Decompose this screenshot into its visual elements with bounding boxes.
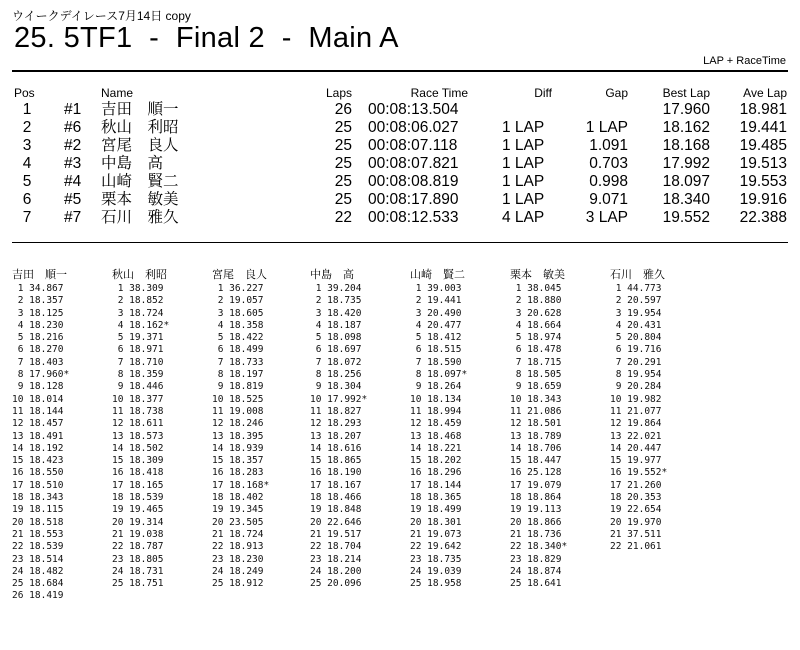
result-driver-name: 中島 高 [101, 155, 164, 172]
lap-time-entry: 24 19.039 [410, 565, 462, 577]
lap-time-entry: 16 18.283 [212, 467, 264, 479]
lap-time-entry: 17 21.260 [610, 479, 662, 491]
result-diff: 4 LAP [502, 209, 545, 226]
lap-time-entry: 7 20.291 [610, 356, 662, 368]
lap-time-entry: 3 18.420 [310, 307, 362, 319]
result-race-time: 00:08:12.533 [368, 209, 459, 226]
lap-time-entry: 5 18.412 [410, 332, 462, 344]
lap-time-entry: 23 18.230 [212, 553, 264, 565]
header-name: Name [101, 86, 134, 100]
result-pos: 2 [22, 119, 32, 136]
lap-time-entry: 2 20.597 [610, 295, 662, 307]
result-pos: 1 [22, 101, 32, 118]
lap-time-entry: 12 18.501 [510, 418, 562, 430]
result-pos: 7 [22, 209, 32, 226]
lap-column-driver: 秋山 利昭 [112, 269, 167, 281]
lap-time-entry: 6 18.499 [212, 344, 264, 356]
lap-time-entry: 7 18.715 [510, 356, 562, 368]
table-row [0, 173, 800, 191]
result-gap: 9.071 [589, 191, 628, 208]
lap-time-entry: 20 19.314 [112, 516, 164, 528]
lap-time-entry: 21 18.736 [510, 528, 562, 540]
lap-column-driver: 宮尾 良人 [212, 269, 267, 281]
lap-time-entry: 15 18.309 [112, 455, 164, 467]
lap-time-entry: 9 18.819 [212, 381, 264, 393]
result-race-time: 00:08:13.504 [368, 101, 459, 118]
lap-time-entry: 3 19.954 [610, 307, 662, 319]
lap-column-driver: 山崎 賢二 [410, 269, 465, 281]
lap-time-entry: 10 18.014 [12, 393, 64, 405]
lap-time-entry: 23 18.514 [12, 553, 64, 565]
lap-time-entry: 3 18.605 [212, 307, 264, 319]
lap-time-entry: 8 18.505 [510, 369, 562, 381]
lap-time-entry: 24 18.200 [310, 565, 362, 577]
lap-time-entry: 18 18.864 [510, 492, 562, 504]
lap-time-entry: 9 18.264 [410, 381, 462, 393]
result-ave-lap: 18.981 [739, 101, 787, 118]
lap-time-entry: 15 18.423 [12, 455, 64, 467]
result-ave-lap: 19.553 [739, 173, 787, 190]
lap-time-entry: 6 18.971 [112, 344, 164, 356]
result-race-time: 00:08:07.118 [368, 137, 458, 154]
result-race-time: 00:08:07.821 [368, 155, 459, 172]
lap-column-driver: 石川 雅久 [610, 269, 665, 281]
lap-time-entry: 3 18.125 [12, 307, 64, 319]
result-gap: 0.998 [589, 173, 628, 190]
lap-time-entry: 21 37.511 [610, 528, 662, 540]
lap-time-entry: 12 18.246 [212, 418, 264, 430]
lap-racetime-note: LAP + RaceTime [703, 55, 786, 67]
result-diff: 1 LAP [502, 173, 545, 190]
result-car-number: #4 [64, 173, 82, 190]
lap-time-entry: 26 18.419 [12, 590, 64, 602]
lap-time-entry: 16 18.550 [12, 467, 64, 479]
lap-time-entry: 6 18.515 [410, 344, 462, 356]
lap-column-driver: 栗本 敏美 [510, 269, 565, 281]
lap-time-entry: 1 34.867 [12, 283, 64, 294]
result-laps: 25 [334, 119, 352, 136]
lap-time-entry: 4 18.187 [310, 319, 362, 331]
lap-time-entry: 16 18.296 [410, 467, 462, 479]
lap-time-entry: 20 22.646 [310, 516, 362, 528]
table-row [0, 101, 800, 119]
lap-time-entry: 16 18.190 [310, 467, 362, 479]
lap-time-entry: 7 18.590 [410, 356, 462, 368]
lap-time-entry: 4 20.477 [410, 319, 462, 331]
lap-time-entry: 10 18.343 [510, 393, 562, 405]
lap-column [510, 268, 606, 590]
lap-time-entry: 25 18.912 [212, 578, 264, 590]
lap-time-entry: 18 18.365 [410, 492, 462, 504]
lap-time-entry: 19 18.848 [310, 504, 362, 516]
lap-time-entry: 11 18.738 [112, 405, 164, 417]
lap-time-entry: 8 18.359 [112, 369, 164, 381]
results-body [0, 101, 800, 227]
result-car-number: #5 [64, 191, 82, 208]
result-best-lap: 18.097 [662, 173, 710, 190]
lap-time-entry: 14 18.221 [410, 442, 462, 454]
lap-time-entry: 18 18.466 [310, 492, 362, 504]
lap-time-entry: 12 18.293 [310, 418, 362, 430]
lap-time-entry: 21 18.553 [12, 528, 64, 540]
lap-time-entry: 6 18.478 [510, 344, 562, 356]
lap-time-entry: 22 21.061 [610, 541, 662, 553]
result-best-lap: 18.162 [662, 119, 710, 136]
lap-time-entry: 6 18.697 [310, 344, 362, 356]
lap-time-entry: 23 18.829 [510, 553, 562, 565]
result-car-number: #2 [64, 137, 82, 154]
lap-time-entry: 23 18.735 [410, 553, 462, 565]
lap-time-entry: 19 19.345 [212, 504, 264, 516]
lap-time-entry: 12 18.611 [112, 418, 164, 430]
result-best-lap: 18.340 [662, 191, 710, 208]
lap-time-entry: 24 18.874 [510, 565, 562, 577]
lap-time-entry: 2 19.057 [212, 295, 264, 307]
result-race-time: 00:08:06.027 [368, 119, 459, 136]
lap-time-entry: 1 39.204 [310, 283, 362, 294]
lap-time-entry: 22 18.787 [112, 541, 164, 553]
lap-time-entry: 11 18.994 [410, 405, 462, 417]
lap-time-entry: 21 19.038 [112, 528, 164, 540]
lap-time-entry: 16 19.552* [610, 467, 668, 479]
top-divider [12, 70, 788, 72]
table-row [0, 209, 800, 227]
lap-time-entry: 4 20.431 [610, 319, 662, 331]
lap-time-entry: 25 20.096 [310, 578, 362, 590]
lap-time-entry: 24 18.249 [212, 565, 264, 577]
lap-time-entry: 1 38.309 [112, 283, 164, 294]
lap-time-entry: 3 20.628 [510, 307, 562, 319]
lap-time-entry: 1 39.003 [410, 283, 462, 294]
result-pos: 4 [22, 155, 32, 172]
result-car-number: #1 [64, 101, 82, 118]
lap-time-entry: 8 18.197 [212, 369, 264, 381]
lap-time-entry: 20 19.970 [610, 516, 662, 528]
lap-time-entry: 17 19.079 [510, 479, 562, 491]
lap-time-entry: 3 20.490 [410, 307, 462, 319]
lap-time-entry: 23 18.805 [112, 553, 164, 565]
lap-time-entry: 22 18.340* [510, 541, 568, 553]
lap-time-entry: 22 18.704 [310, 541, 362, 553]
lap-time-entry: 19 22.654 [610, 504, 662, 516]
result-laps: 25 [334, 137, 352, 154]
lap-time-entry: 11 18.827 [310, 405, 362, 417]
result-car-number: #7 [64, 209, 82, 226]
result-ave-lap: 19.485 [739, 137, 787, 154]
lap-time-entry: 7 18.710 [112, 356, 164, 368]
result-gap: 1.091 [589, 137, 628, 154]
lap-column [410, 268, 506, 590]
lap-time-entry: 10 18.525 [212, 393, 264, 405]
lap-time-entry: 10 17.992* [310, 393, 368, 405]
result-ave-lap: 19.916 [739, 191, 787, 208]
results-table [0, 86, 800, 227]
lap-time-entry: 18 18.343 [12, 492, 64, 504]
lap-time-entry: 18 20.353 [610, 492, 662, 504]
header-diff: Diff [534, 86, 552, 100]
lap-column [212, 268, 308, 590]
lap-time-entry: 9 18.659 [510, 381, 562, 393]
lap-time-entry: 2 18.735 [310, 295, 362, 307]
lap-time-entry: 17 18.144 [410, 479, 462, 491]
result-gap: 3 LAP [585, 209, 628, 226]
page-subtitle: ウイークデイレース7月14日 copy [12, 9, 191, 23]
lap-time-entry: 19 18.115 [12, 504, 64, 516]
result-diff: 1 LAP [502, 137, 545, 154]
result-driver-name: 宮尾 良人 [101, 137, 179, 154]
result-laps: 22 [334, 209, 352, 226]
lap-time-entry: 17 18.168* [212, 479, 270, 491]
lap-time-entry: 6 19.716 [610, 344, 662, 356]
header-race-time: Race Time [410, 86, 468, 100]
lap-time-entry: 13 18.573 [112, 430, 164, 442]
lap-time-entry: 7 18.733 [212, 356, 264, 368]
result-best-lap: 18.168 [662, 137, 710, 154]
lap-time-entry: 16 18.418 [112, 467, 164, 479]
result-driver-name: 吉田 順一 [101, 101, 179, 118]
lap-time-entry: 24 18.731 [112, 565, 164, 577]
header-ave-lap: Ave Lap [743, 86, 787, 100]
header-laps: Laps [325, 86, 352, 100]
lap-column [310, 268, 406, 590]
lap-time-entry: 3 18.724 [112, 307, 164, 319]
lap-time-entry: 2 18.852 [112, 295, 164, 307]
lap-time-entry: 12 18.457 [12, 418, 64, 430]
lap-time-entry: 18 18.402 [212, 492, 264, 504]
lap-time-entry: 8 17.960* [12, 369, 70, 381]
lap-time-entry: 17 18.510 [12, 479, 64, 491]
lap-time-entry: 14 18.616 [310, 442, 362, 454]
lap-time-entry: 14 18.502 [112, 442, 164, 454]
section-divider [12, 242, 788, 243]
lap-time-entry: 5 20.804 [610, 332, 662, 344]
lap-time-entry: 25 18.684 [12, 578, 64, 590]
lap-time-entry: 13 18.789 [510, 430, 562, 442]
result-race-time: 00:08:08.819 [368, 173, 459, 190]
lap-column [12, 268, 108, 603]
lap-time-entry: 20 18.866 [510, 516, 562, 528]
lap-time-entry: 8 18.097* [410, 369, 468, 381]
lap-time-entry: 9 18.304 [310, 381, 362, 393]
result-gap: 0.703 [589, 155, 628, 172]
results-header [0, 86, 800, 101]
lap-time-entry: 23 18.214 [310, 553, 362, 565]
result-laps: 25 [334, 155, 352, 172]
lap-time-entry: 7 18.403 [12, 356, 64, 368]
lap-time-entry: 21 19.517 [310, 528, 362, 540]
lap-time-entry: 13 18.395 [212, 430, 264, 442]
result-pos: 3 [22, 137, 32, 154]
lap-time-entry: 4 18.230 [12, 319, 64, 331]
lap-time-entry: 15 18.357 [212, 455, 264, 467]
lap-time-entry: 11 21.086 [510, 405, 562, 417]
lap-time-entry: 22 18.539 [12, 541, 64, 553]
lap-time-entry: 2 18.880 [510, 295, 562, 307]
lap-time-entry: 8 19.954 [610, 369, 662, 381]
header-gap: Gap [605, 86, 628, 100]
lap-time-entry: 4 18.358 [212, 319, 264, 331]
lap-time-entry: 19 19.113 [510, 504, 562, 516]
lap-time-entry: 13 18.468 [410, 430, 462, 442]
lap-time-entry: 19 19.465 [112, 504, 164, 516]
table-row [0, 155, 800, 173]
lap-time-entry: 5 18.098 [310, 332, 362, 344]
lap-time-entry: 2 18.357 [12, 295, 64, 307]
lap-time-entry: 2 19.441 [410, 295, 462, 307]
lap-time-entry: 21 19.073 [410, 528, 462, 540]
lap-time-entry: 11 21.077 [610, 405, 662, 417]
result-driver-name: 石川 雅久 [101, 209, 179, 226]
lap-time-entry: 18 18.539 [112, 492, 164, 504]
lap-time-entry: 9 18.128 [12, 381, 64, 393]
lap-time-entry: 4 18.664 [510, 319, 562, 331]
result-laps: 25 [334, 173, 352, 190]
lap-time-entry: 22 19.642 [410, 541, 462, 553]
lap-column-driver: 中島 高 [310, 269, 354, 281]
table-row [0, 137, 800, 155]
lap-time-entry: 5 18.422 [212, 332, 264, 344]
lap-time-entry: 25 18.641 [510, 578, 562, 590]
lap-time-entry: 19 18.499 [410, 504, 462, 516]
lap-time-entry: 10 18.377 [112, 393, 164, 405]
lap-time-entry: 1 36.227 [212, 283, 264, 294]
lap-time-entry: 11 19.008 [212, 405, 264, 417]
result-ave-lap: 19.441 [739, 119, 787, 136]
lap-time-entry: 25 18.958 [410, 578, 462, 590]
result-diff: 1 LAP [502, 119, 545, 136]
lap-time-entry: 17 18.165 [112, 479, 164, 491]
lap-time-entry: 15 18.865 [310, 455, 362, 467]
page-title: 25. 5TF1 - Final 2 - Main A [14, 22, 399, 54]
lap-time-entry: 20 18.301 [410, 516, 462, 528]
lap-time-entry: 13 18.491 [12, 430, 64, 442]
result-race-time: 00:08:17.890 [368, 191, 459, 208]
lap-time-entry: 5 18.216 [12, 332, 64, 344]
lap-time-entry: 22 18.913 [212, 541, 264, 553]
result-car-number: #6 [64, 119, 82, 136]
lap-time-entry: 12 19.864 [610, 418, 662, 430]
result-ave-lap: 19.513 [739, 155, 787, 172]
result-best-lap: 17.960 [662, 101, 710, 118]
lap-time-entry: 11 18.144 [12, 405, 64, 417]
lap-time-entry: 14 18.192 [12, 442, 64, 454]
result-laps: 26 [334, 101, 352, 118]
lap-time-entry: 14 18.706 [510, 442, 562, 454]
lap-time-entry: 6 18.270 [12, 344, 64, 356]
lap-time-entry: 9 18.446 [112, 381, 164, 393]
lap-time-entry: 14 18.939 [212, 442, 264, 454]
lap-column [610, 268, 706, 554]
result-pos: 5 [22, 173, 32, 190]
result-best-lap: 19.552 [662, 209, 710, 226]
lap-time-entry: 9 20.284 [610, 381, 662, 393]
result-gap: 1 LAP [585, 119, 628, 136]
result-best-lap: 17.992 [662, 155, 710, 172]
lap-column [112, 268, 208, 590]
lap-time-entry: 20 18.518 [12, 516, 64, 528]
lap-time-entry: 20 23.505 [212, 516, 264, 528]
lap-time-entry: 21 18.724 [212, 528, 264, 540]
result-ave-lap: 22.388 [739, 209, 787, 226]
lap-time-entry: 13 18.207 [310, 430, 362, 442]
lap-time-entry: 14 20.447 [610, 442, 662, 454]
result-pos: 6 [22, 191, 32, 208]
lap-time-entry: 1 38.045 [510, 283, 562, 294]
lap-time-entry: 5 18.974 [510, 332, 562, 344]
lap-time-entry: 5 19.371 [112, 332, 164, 344]
header-pos: Pos [14, 86, 35, 100]
lap-time-entry: 16 25.128 [510, 467, 562, 479]
lap-time-entry: 10 18.134 [410, 393, 462, 405]
lap-time-entry: 4 18.162* [112, 319, 170, 331]
lap-time-entry: 8 18.256 [310, 369, 362, 381]
lap-time-entry: 7 18.072 [310, 356, 362, 368]
lap-time-entry: 15 18.447 [510, 455, 562, 467]
result-laps: 25 [334, 191, 352, 208]
header-best-lap: Best Lap [662, 86, 710, 100]
lap-time-entry: 24 18.482 [12, 565, 64, 577]
table-row [0, 119, 800, 137]
result-driver-name: 栗本 敏美 [101, 191, 179, 208]
table-row [0, 191, 800, 209]
lap-time-entry: 1 44.773 [610, 283, 662, 294]
lap-time-entry: 13 22.021 [610, 430, 662, 442]
result-diff: 1 LAP [502, 191, 545, 208]
result-driver-name: 秋山 利昭 [101, 119, 179, 136]
lap-time-entry: 17 18.167 [310, 479, 362, 491]
lap-column-driver: 吉田 順一 [12, 269, 67, 281]
lap-time-entry: 15 19.977 [610, 455, 662, 467]
result-driver-name: 山崎 賢二 [101, 173, 179, 190]
result-car-number: #3 [64, 155, 82, 172]
lap-time-entry: 25 18.751 [112, 578, 164, 590]
lap-time-entry: 12 18.459 [410, 418, 462, 430]
result-diff: 1 LAP [502, 155, 545, 172]
lap-time-entry: 15 18.202 [410, 455, 462, 467]
lap-time-entry: 10 19.982 [610, 393, 662, 405]
